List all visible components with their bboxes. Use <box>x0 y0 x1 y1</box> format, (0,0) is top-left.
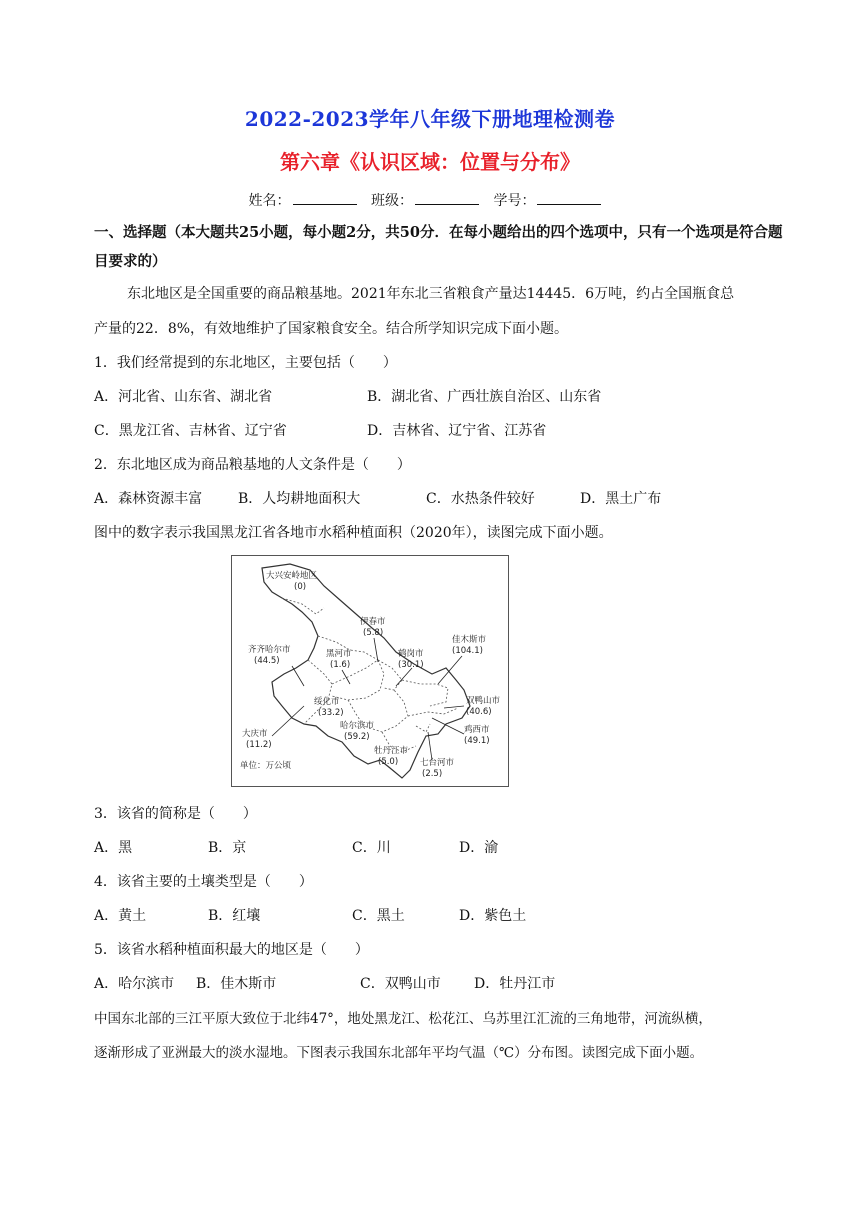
q5-option-b: B．佳木斯市 <box>196 976 277 992</box>
q3-option-d: D．渝 <box>459 840 499 856</box>
boundary-qitaihe <box>416 724 430 732</box>
q3-stem: 3．该省的简称是（ ） <box>94 806 257 822</box>
exam-title: 2022-2023学年八年级下册地理检测卷 <box>244 107 616 131</box>
label-daqing: 大庆市 <box>242 729 268 739</box>
q4-option-a: A．黄土 <box>94 908 147 924</box>
label-qitaihe: 七台河市 <box>420 758 455 768</box>
q4-option-d: D．紫色土 <box>459 908 527 924</box>
label-mudanjiang: 牡丹江市 <box>374 746 409 756</box>
value-harbin: (59.2) <box>344 732 370 742</box>
intro3-line2: 逐渐形成了亚洲最大的淡水湿地。下图表示我国东北部年平均气温（℃）分布图。读图完成下面小题。 <box>94 1045 704 1061</box>
q1-option-c: C．黑龙江省、吉林省、辽宁省 <box>94 423 287 439</box>
q4-option-c: C．黑土 <box>352 908 405 924</box>
label-daxinganling: 大兴安岭地区 <box>266 571 318 581</box>
id-label: 学号： <box>493 193 536 209</box>
value-jixi: (49.1) <box>464 736 490 746</box>
value-heihe: (1.6) <box>330 660 351 670</box>
map-unit: 单位：万公顷 <box>240 761 292 771</box>
q3-option-a: A．黑 <box>94 840 133 856</box>
name-label: 姓名： <box>248 193 291 209</box>
q5-stem: 5．该省水稻种植面积最大的地区是（ ） <box>94 942 369 958</box>
map-svg <box>232 556 508 786</box>
intro2-text: 图中的数字表示我国黑龙江省各地市水稻种植面积（2020年），读图完成下面小题。 <box>94 525 613 541</box>
boundary-jiamusi <box>402 680 448 706</box>
value-qiqihar: (44.5) <box>254 656 280 666</box>
label-harbin: 哈尔滨市 <box>340 721 375 731</box>
class-label: 班级： <box>371 193 413 209</box>
q2-option-b: B．人均耕地面积大 <box>238 491 361 507</box>
label-shuangyashan: 双鸭山市 <box>466 696 501 706</box>
value-daqing: (11.2) <box>246 740 272 750</box>
q5-option-d: D．牡丹江市 <box>474 976 556 992</box>
label-yichun: 伊春市 <box>360 617 386 627</box>
label-heihe: 黑河市 <box>326 649 352 659</box>
id-blank <box>537 192 601 205</box>
intro3-line1: 中国东北部的三江平原大致位于北纬47°，地处黑龙江、松花江、乌苏里江汇流的三角地带，河流纵横， <box>94 1011 712 1027</box>
value-mudanjiang: (5.0) <box>378 757 399 767</box>
label-suihua: 绥化市 <box>314 697 340 707</box>
class-blank <box>415 192 479 205</box>
boundary-daxinganling <box>282 598 324 614</box>
boundary-shuangyashan <box>408 708 458 716</box>
section-heading: 一、选择题（本大题共25小题，每小题2分，共50分．在每小题给出的四个选项中，只有一个选项是符合题目要求的） <box>94 224 783 270</box>
q1-option-d: D．吉林省、辽宁省、江苏省 <box>367 423 547 439</box>
q1-option-a: A．河北省、山东省、湖北省 <box>94 389 273 405</box>
q3-option-c: C．川 <box>352 840 391 856</box>
label-qiqihar: 齐齐哈尔市 <box>248 645 291 655</box>
province-outline <box>262 564 470 778</box>
heilongjiang-map <box>231 555 509 787</box>
value-hegang: (30.1) <box>398 660 424 670</box>
q3-option-b: B．京 <box>208 840 247 856</box>
q4-option-b: B．红壤 <box>208 908 261 924</box>
label-jixi: 鸡西市 <box>464 725 490 735</box>
q2-stem: 2．东北地区成为商品粮基地的人文条件是（ ） <box>94 457 411 473</box>
q2-option-c: C．水热条件较好 <box>426 491 535 507</box>
q5-option-c: C．双鸭山市 <box>360 976 441 992</box>
label-hegang: 鹤岗市 <box>398 649 424 659</box>
name-blank <box>293 192 357 205</box>
value-jiamusi: (104.1) <box>452 646 483 656</box>
student-info <box>0 190 860 210</box>
value-shuangyashan: (40.6) <box>466 707 492 717</box>
value-daxinganling: (0) <box>294 582 307 592</box>
intro1-line1: 东北地区是全国重要的商品粮基地。2021年东北三省粮食产量达14445．6万吨，约占全国瓶食总 <box>127 286 735 302</box>
q2-option-a: A．森林资源丰富 <box>94 491 203 507</box>
value-suihua: (33.2) <box>318 708 344 718</box>
q2-option-d: D．黑土广布 <box>580 491 662 507</box>
label-jiamusi: 佳木斯市 <box>452 635 487 645</box>
q1-option-b: B．湖北省、广西壮族自治区、山东省 <box>367 389 602 405</box>
intro1-line2: 产量的22．8%，有效地维护了国家粮食安全。结合所学知识完成下面小题。 <box>94 321 569 337</box>
q4-stem: 4．该省主要的土壤类型是（ ） <box>94 874 313 890</box>
value-yichun: (5.8) <box>363 628 384 638</box>
value-qitaihe: (2.5) <box>422 769 443 779</box>
chapter-title: 第六章《认识区域：位置与分布》 <box>280 150 580 174</box>
q1-stem: 1．我们经常提到的东北地区，主要包括（ ） <box>94 355 397 371</box>
q5-option-a: A．哈尔滨市 <box>94 976 175 992</box>
